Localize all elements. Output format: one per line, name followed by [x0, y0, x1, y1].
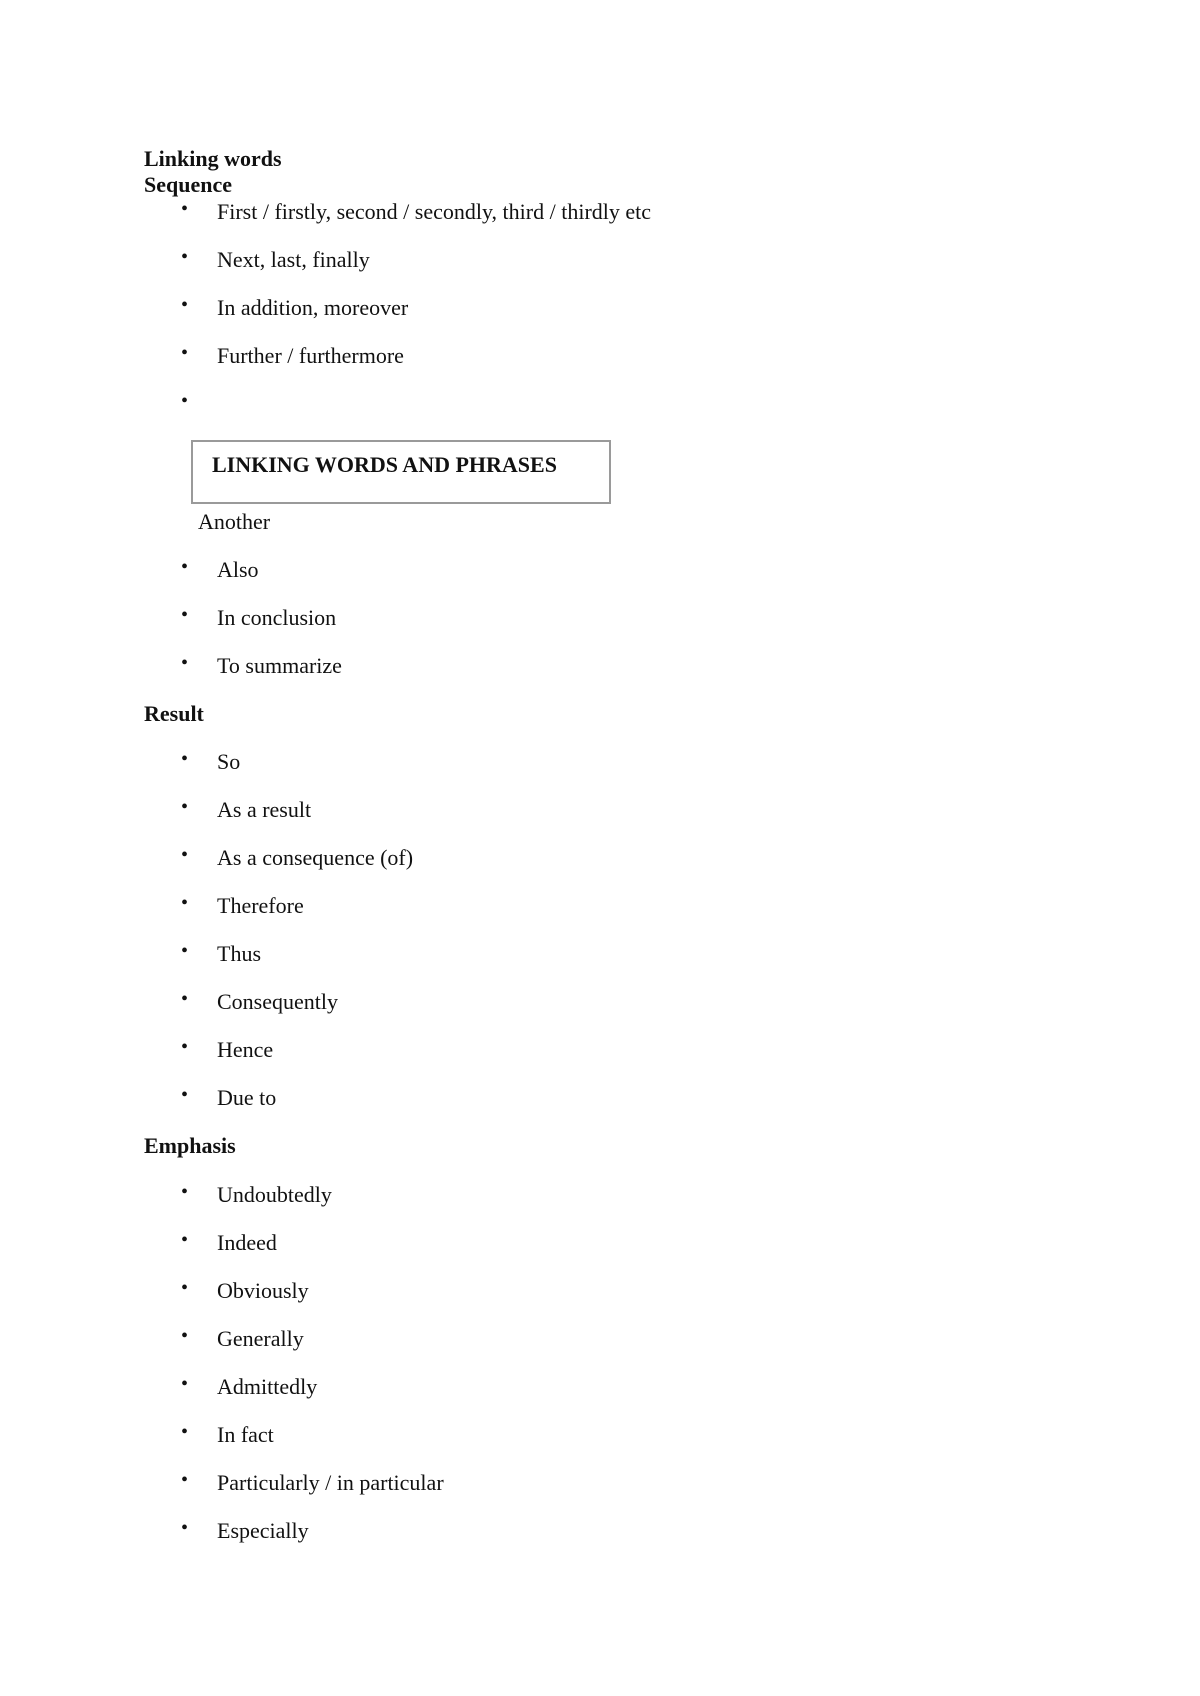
bullet-icon: •: [181, 1181, 189, 1203]
list-item: Indeed: [217, 1230, 277, 1255]
list-item: In fact: [217, 1422, 274, 1447]
section-heading-sequence: Sequence: [144, 172, 232, 197]
list-item: Particularly / in particular: [217, 1470, 444, 1495]
list-item: To summarize: [217, 653, 342, 678]
bullet-icon: •: [181, 748, 189, 770]
list-item: In conclusion: [217, 605, 337, 630]
bullet-icon: •: [181, 1469, 189, 1491]
bullet-icon: •: [181, 556, 189, 578]
bullet-icon: •: [181, 796, 189, 818]
bullet-icon: •: [181, 604, 189, 626]
section-heading-result: Result: [144, 701, 204, 726]
bullet-icon: •: [181, 892, 189, 914]
bullet-icon: •: [181, 342, 189, 364]
list-item: Admittedly: [217, 1374, 318, 1399]
bullet-icon: •: [181, 1229, 189, 1251]
plain-item: Another: [198, 509, 271, 534]
bullet-icon: •: [181, 988, 189, 1010]
list-item: Especially: [217, 1518, 309, 1543]
bullet-icon: •: [181, 1421, 189, 1443]
list-item: As a result: [217, 797, 312, 822]
list-item: Undoubtedly: [217, 1182, 332, 1207]
bullet-icon: •: [181, 198, 189, 220]
list-item: Due to: [217, 1085, 277, 1110]
list-item: Hence: [217, 1037, 274, 1062]
list-item: Further / furthermore: [217, 343, 404, 368]
bullet-icon: •: [181, 940, 189, 962]
list-item: Consequently: [217, 989, 338, 1014]
bullet-icon: •: [181, 1517, 189, 1539]
box-title: LINKING WORDS AND PHRASES: [212, 452, 557, 477]
section-heading-emphasis: Emphasis: [144, 1133, 236, 1158]
list-item: As a consequence (of): [217, 845, 414, 870]
list-item: Therefore: [217, 893, 304, 918]
bullet-icon: •: [181, 844, 189, 866]
bullet-icon: •: [181, 1325, 189, 1347]
list-item: First / firstly, second / secondly, third / thirdly etc: [217, 199, 652, 224]
linking-words-box: [191, 440, 611, 504]
list-item: Thus: [217, 941, 261, 966]
list-item: In addition, moreover: [217, 295, 409, 320]
bullet-icon: •: [181, 1084, 189, 1106]
bullet-icon: •: [181, 652, 189, 674]
bullet-icon: •: [181, 1036, 189, 1058]
bullet-icon: •: [181, 246, 189, 268]
list-item: Obviously: [217, 1278, 309, 1303]
bullet-icon: •: [181, 390, 189, 412]
list-item: Also: [217, 557, 259, 582]
bullet-icon: •: [181, 294, 189, 316]
document-title: Linking words: [144, 146, 282, 171]
list-item: Generally: [217, 1326, 304, 1351]
bullet-icon: •: [181, 1277, 189, 1299]
bullet-icon: •: [181, 1373, 189, 1395]
list-item: So: [217, 749, 241, 774]
list-item: Next, last, finally: [217, 247, 370, 272]
